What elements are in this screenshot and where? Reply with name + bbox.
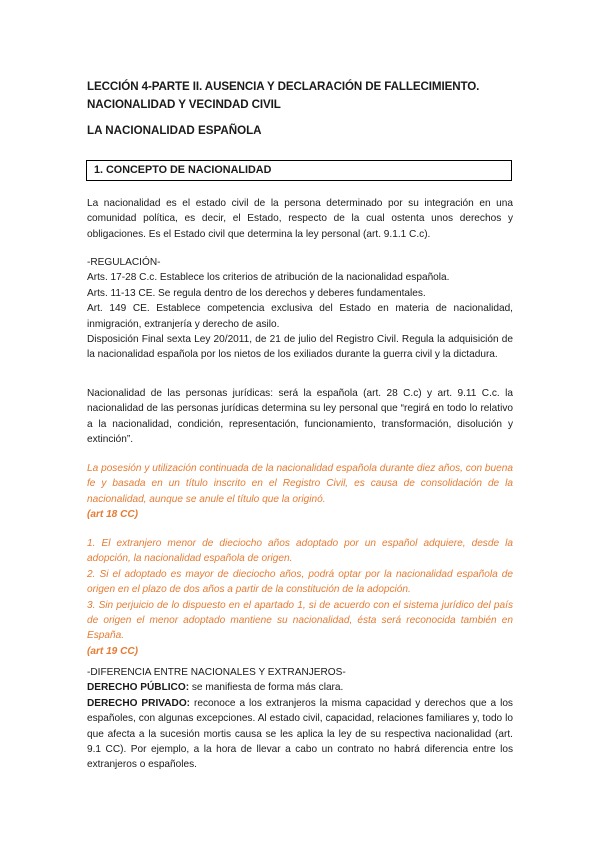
regulacion-item: Disposición Final sexta Ley 20/2011, de 21 de julio del Registro Civil. Regula la adquisición de la nacionalidad española por los nietos de los exiliados durante la guerra civil y la dictadura. xyxy=(87,334,513,361)
derecho-publico-line xyxy=(87,680,513,695)
section-heading-box: 1. CONCEPTO DE NACIONALIDAD xyxy=(86,160,512,181)
intro-text: La nacionalidad es el estado civil de la persona determinado por su integración en una comunidad política, es decir, el Estado, respecto de la cual ostenta unos derechos y obligaciones. Es el Estado civil que determina la ley personal (art. 9.1.1 C.c). xyxy=(87,198,513,240)
personas-juridicas-paragraph xyxy=(87,386,513,448)
derecho-privado-label: DERECHO PRIVADO: xyxy=(87,697,191,709)
regulacion-item: Arts. 11-13 CE. Se regula dentro de los derechos y deberes fundamentales. xyxy=(87,287,426,299)
art19-item: 2. Si el adoptado es mayor de dieciocho años, podrá optar por la nacionalidad española de origen en el plazo de dos años a partir de la constitución de la adopción. xyxy=(87,568,513,596)
regulacion-item: Arts. 17-28 C.c. Establece los criterios de atribución de la nacionalidad española. xyxy=(87,272,450,284)
derecho-publico-label: DERECHO PÚBLICO: xyxy=(87,682,190,694)
regulacion-heading: -REGULACIÓN- xyxy=(87,257,161,268)
derecho-publico-text: se manifiesta de forma más clara. xyxy=(189,682,344,694)
derecho-privado-text: reconoce a los extranjeros la misma capacidad y derechos que a los españoles, con algunas excepciones. Al estado civil, capacidad, relaciones familiares y, todo lo que afecta a la sucesión mortis causa se les aplica la ley de su respectiva nacionalidad (art. 9.1 CC). Por ejemplo, a la hora de llevar a cabo un contrato no habrá diferencia entre los extranjeros o españoles. xyxy=(87,697,513,771)
personas-juridicas-text: Nacionalidad de las personas jurídicas: será la española (art. 28 C.c) y art. 9.11 C.c. la nacionalidad de las personas jurídicas determina su ley personal que “regirá en todo lo relativo a la nacionalidad, condición, representación, funcionamiento, transformación, disolución y extinción”. xyxy=(87,388,513,446)
art19-quote xyxy=(87,536,513,659)
art18-reference: (art 18 CC) xyxy=(87,509,139,521)
intro-paragraph xyxy=(87,196,513,242)
art18-quote xyxy=(87,461,513,523)
chapter-subtitle: LA NACIONALIDAD ESPAÑOLA xyxy=(87,124,262,137)
diferencia-heading: -DIFERENCIA ENTRE NACIONALES Y EXTRANJEROS- xyxy=(87,667,346,678)
art19-item: 3. Sin perjuicio de lo dispuesto en el apartado 1, si de acuerdo con el sistema jurídico del país de origen el menor adoptado mantiene su nacionalidad, ésta será reconocida también en España. xyxy=(87,599,513,642)
regulacion-block xyxy=(87,255,513,363)
lesson-title: LECCIÓN 4-PARTE II. AUSENCIA Y DECLARACIÓN DE FALLECIMIENTO. NACIONALIDAD Y VECINDAD CIVIL xyxy=(87,80,480,111)
derecho-privado-paragraph xyxy=(87,696,513,773)
regulacion-item: Art. 149 CE. Establece competencia exclusiva del Estado en materia de nacionalidad, inmigración, extranjería y derecho de asilo. xyxy=(87,303,513,330)
art19-reference: (art 19 CC) xyxy=(87,645,139,657)
art19-item: 1. El extranjero menor de dieciocho años adoptado por un español adquiere, desde la adopción, la nacionalidad española de origen. xyxy=(87,538,513,565)
diferencia-block xyxy=(87,665,513,773)
art18-text: La posesión y utilización continuada de la nacionalidad española durante diez años, con buena fe y basada en un título inscrito en el Registro Civil, es causa de consolidación de la nacionalidad, aunque se anule el título que la originó. xyxy=(87,463,513,505)
